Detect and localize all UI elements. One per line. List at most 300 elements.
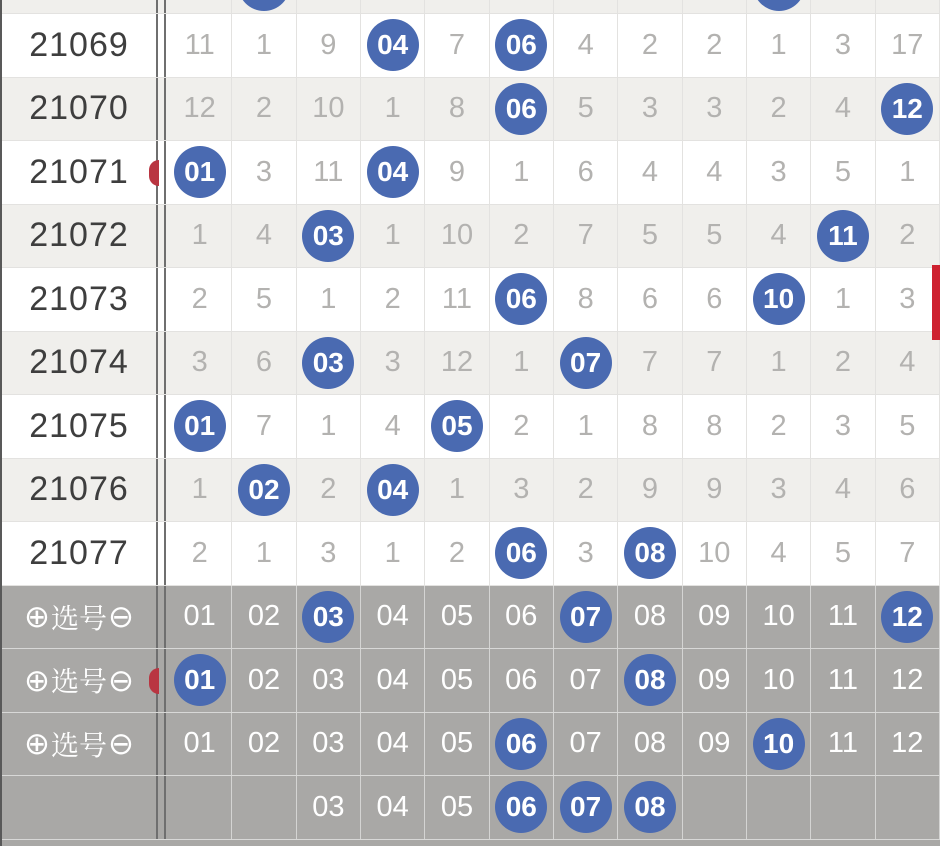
number-cell [361, 268, 425, 331]
number-cell [232, 141, 296, 204]
number-cell [490, 141, 554, 204]
column-separator [156, 332, 168, 395]
number-option-cell[interactable] [168, 776, 232, 839]
number-cell [361, 141, 425, 204]
drawn-number-ball: 05 [431, 400, 483, 452]
number-option: 11 [827, 727, 858, 760]
number-cell [232, 268, 296, 331]
miss-count: 1 [834, 282, 852, 315]
number-option-selected: 07 [560, 591, 612, 643]
red-position-indicator [932, 265, 940, 340]
column-separator [156, 14, 168, 77]
number-cell [554, 141, 618, 204]
number-cell [683, 395, 747, 458]
number-option-cell[interactable] [876, 586, 940, 649]
number-option: 01 [183, 727, 216, 760]
number-cell [490, 332, 554, 395]
number-option: 02 [247, 600, 281, 633]
select-label [2, 649, 156, 712]
number-option: 05 [440, 600, 474, 633]
number-cell [683, 268, 747, 331]
number-option-cell[interactable] [361, 586, 425, 649]
number-cell [232, 395, 296, 458]
number-cell [490, 459, 554, 522]
number-option: 12 [891, 663, 924, 696]
number-option-cell[interactable] [425, 586, 489, 649]
number-option-cell[interactable] [232, 586, 296, 649]
number-option: 08 [633, 600, 667, 633]
drawn-number-ball: 04 [367, 146, 419, 198]
miss-count: 3 [770, 155, 787, 188]
bottom-sliver-row [2, 840, 940, 846]
miss-count: 4 [834, 92, 852, 125]
number-option-cell[interactable] [683, 713, 747, 776]
number-cell [168, 205, 232, 268]
number-cell [811, 332, 875, 395]
number-cell [361, 78, 425, 141]
miss-count: 11 [441, 282, 473, 315]
add-selection-icon[interactable]: ⊕ [24, 726, 50, 762]
number-cell [554, 522, 618, 585]
number-option: 04 [376, 727, 409, 760]
miss-count: 3 [706, 92, 723, 125]
miss-count: 4 [577, 28, 594, 61]
select-label-empty [2, 776, 156, 839]
miss-count: 1 [191, 473, 208, 506]
miss-count: 2 [513, 219, 530, 252]
number-cell [425, 205, 489, 268]
number-cell [297, 78, 361, 141]
number-cell [876, 141, 940, 204]
select-number-label: 选号 [50, 729, 107, 761]
number-cell [747, 522, 811, 585]
number-cell [168, 78, 232, 141]
miss-count: 10 [312, 92, 345, 125]
period-label: 21074 [29, 343, 129, 382]
column-separator [156, 268, 168, 331]
number-cell [876, 268, 940, 331]
drawn-number-ball: 10 [753, 273, 805, 325]
number-option-cell[interactable] [811, 776, 875, 839]
number-cell [297, 205, 361, 268]
number-cell [811, 14, 875, 77]
number-option-cell[interactable] [683, 776, 747, 839]
number-option: 07 [569, 663, 602, 696]
number-option-cell[interactable] [747, 586, 811, 649]
number-cell [297, 268, 361, 331]
number-cell [361, 459, 425, 522]
miss-count: 9 [706, 473, 723, 506]
miss-count: 5 [641, 219, 659, 252]
number-cell [811, 522, 875, 585]
number-option-cell[interactable] [297, 586, 361, 649]
miss-count: 7 [448, 28, 466, 61]
number-cell [297, 395, 361, 458]
number-option: 03 [312, 663, 345, 696]
number-cell [747, 459, 811, 522]
number-cell [876, 78, 940, 141]
miss-count: 3 [641, 92, 659, 125]
miss-count: 1 [384, 219, 401, 252]
number-option-cell[interactable] [683, 649, 747, 712]
number-option-cell[interactable] [425, 713, 489, 776]
number-option-cell[interactable] [490, 713, 554, 776]
number-option: 07 [569, 727, 602, 760]
number-option-cell[interactable] [361, 713, 425, 776]
number-cell [683, 205, 747, 268]
number-cell [683, 459, 747, 522]
number-option-selected: 03 [302, 591, 354, 643]
number-cell [361, 14, 425, 77]
column-separator [156, 586, 168, 649]
number-cell [425, 141, 489, 204]
number-cell [168, 141, 232, 204]
period-label: 21076 [29, 470, 129, 509]
number-option-cell[interactable] [618, 649, 682, 712]
miss-count: 6 [706, 282, 723, 315]
number-option-cell[interactable] [554, 776, 618, 839]
number-option-cell[interactable] [168, 649, 232, 712]
add-selection-icon[interactable]: ⊕ [24, 662, 50, 698]
number-cell [297, 14, 361, 77]
draw-row [2, 459, 940, 523]
miss-count: 5 [706, 219, 723, 252]
number-cell [554, 78, 618, 141]
number-cell [490, 0, 554, 13]
number-option-cell[interactable] [683, 586, 747, 649]
number-option: 03 [312, 727, 345, 760]
number-cell [168, 14, 232, 77]
number-cell [232, 522, 296, 585]
drawn-number-ball [753, 0, 805, 11]
miss-count: 11 [184, 28, 215, 61]
number-option: 04 [376, 663, 409, 696]
number-cell [554, 332, 618, 395]
number-option-selected: 12 [881, 591, 933, 643]
number-cell [554, 395, 618, 458]
number-cell [747, 268, 811, 331]
miss-count: 2 [770, 92, 787, 125]
number-option-cell[interactable] [425, 649, 489, 712]
column-separator [156, 0, 168, 13]
miss-count: 2 [641, 28, 659, 61]
drawn-number-ball: 01 [174, 146, 226, 198]
miss-count: 5 [834, 536, 852, 569]
number-option: 03 [312, 790, 345, 823]
drawn-number-ball: 07 [560, 337, 612, 389]
number-cell [876, 395, 940, 458]
column-separator [156, 459, 168, 522]
number-option-selected: 10 [753, 718, 805, 770]
number-option-cell[interactable] [811, 713, 875, 776]
number-option-cell[interactable] [811, 649, 875, 712]
miss-count: 2 [384, 282, 401, 315]
number-cell [361, 205, 425, 268]
number-cell [618, 522, 682, 585]
number-option: 01 [183, 600, 216, 633]
select-row [2, 713, 940, 777]
column-separator [156, 776, 168, 839]
miss-count: 3 [577, 536, 594, 569]
number-option-selected: 07 [560, 781, 612, 833]
remove-selection-icon[interactable]: ⊖ [108, 662, 134, 698]
miss-count: 6 [641, 282, 659, 315]
number-cell [683, 141, 747, 204]
number-cell [747, 14, 811, 77]
miss-count: 3 [513, 473, 530, 506]
number-option-cell[interactable] [361, 776, 425, 839]
number-option-cell[interactable] [876, 649, 940, 712]
period-label: 21073 [29, 279, 129, 318]
number-cell [168, 268, 232, 331]
period-label: 21077 [29, 533, 129, 572]
miss-count: 1 [320, 282, 337, 315]
miss-count: 2 [834, 346, 852, 379]
remove-selection-icon[interactable]: ⊖ [108, 599, 134, 635]
miss-count: 2 [255, 92, 273, 125]
number-cell [168, 332, 232, 395]
number-cell [297, 459, 361, 522]
number-option-cell[interactable] [297, 713, 361, 776]
number-option-selected: 01 [174, 654, 226, 706]
drawn-number-ball [238, 0, 290, 11]
number-cell [618, 14, 682, 77]
number-cell [232, 459, 296, 522]
number-cell [232, 205, 296, 268]
number-option-cell[interactable] [490, 586, 554, 649]
period-label: 21072 [29, 216, 129, 255]
miss-count: 3 [899, 282, 916, 315]
number-cell [232, 14, 296, 77]
number-option-cell[interactable] [490, 649, 554, 712]
number-cell [876, 0, 940, 13]
number-cell [618, 0, 682, 13]
number-option-cell[interactable] [747, 713, 811, 776]
miss-count: 1 [191, 219, 208, 252]
number-cell [876, 14, 940, 77]
number-option-cell[interactable] [618, 713, 682, 776]
miss-count: 7 [577, 219, 594, 252]
period-label: 21071 [29, 152, 129, 191]
number-cell [683, 78, 747, 141]
miss-count: 1 [513, 155, 530, 188]
number-option-cell[interactable] [811, 586, 875, 649]
miss-count: 1 [770, 28, 787, 61]
number-cell [490, 78, 554, 141]
miss-count: 1 [448, 473, 466, 506]
number-option: 10 [762, 600, 795, 633]
number-option-selected: 08 [624, 654, 676, 706]
number-cell [490, 14, 554, 77]
number-cell [618, 141, 682, 204]
number-option-cell[interactable] [232, 776, 296, 839]
miss-count: 7 [706, 346, 723, 379]
number-option: 06 [505, 600, 538, 633]
number-option-cell[interactable] [490, 776, 554, 839]
number-cell [747, 332, 811, 395]
drawn-number-ball: 04 [367, 19, 419, 71]
number-cell [811, 205, 875, 268]
miss-count: 3 [320, 536, 337, 569]
miss-count: 8 [706, 409, 723, 442]
number-cell [490, 268, 554, 331]
number-cell [168, 395, 232, 458]
number-option: 11 [827, 600, 858, 633]
number-option-cell[interactable] [297, 776, 361, 839]
number-option: 02 [247, 727, 281, 760]
number-cell [811, 78, 875, 141]
miss-count: 8 [448, 92, 466, 125]
select-row [2, 649, 940, 713]
miss-count: 2 [448, 536, 466, 569]
number-option-cell[interactable] [232, 649, 296, 712]
number-option: 10 [762, 663, 795, 696]
miss-count: 5 [834, 155, 852, 188]
miss-count: 9 [448, 155, 466, 188]
miss-count: 1 [384, 536, 401, 569]
drawn-number-ball: 02 [238, 464, 290, 516]
number-option: 05 [440, 727, 474, 760]
number-cell [490, 205, 554, 268]
miss-count: 1 [899, 155, 916, 188]
miss-count: 6 [899, 473, 916, 506]
number-option-cell[interactable] [618, 586, 682, 649]
miss-count: 4 [384, 409, 401, 442]
draw-row [2, 332, 940, 396]
number-option-cell[interactable] [618, 776, 682, 839]
number-cell [425, 522, 489, 585]
number-option: 09 [698, 663, 731, 696]
miss-count: 5 [577, 92, 594, 125]
number-option-cell[interactable] [168, 713, 232, 776]
number-option-cell[interactable] [747, 649, 811, 712]
number-option: 06 [505, 663, 538, 696]
number-cell [747, 78, 811, 141]
number-cell [618, 459, 682, 522]
number-cell [811, 268, 875, 331]
number-cell [425, 268, 489, 331]
number-option-cell[interactable] [747, 776, 811, 839]
number-option-cell[interactable] [554, 713, 618, 776]
miss-count: 6 [577, 155, 594, 188]
miss-count: 2 [320, 473, 337, 506]
period-label: 21070 [29, 89, 129, 128]
miss-count: 10 [440, 219, 474, 252]
miss-count: 6 [255, 346, 273, 379]
number-cell [683, 0, 747, 13]
column-separator [156, 522, 168, 585]
number-cell [876, 332, 940, 395]
number-cell [554, 459, 618, 522]
number-cell [361, 395, 425, 458]
select-number-label: 选号 [50, 602, 107, 634]
number-cell [425, 332, 489, 395]
number-option: 12 [891, 727, 924, 760]
drawn-number-ball: 08 [624, 527, 676, 579]
draw-row [2, 78, 940, 142]
number-cell [297, 141, 361, 204]
miss-count: 3 [834, 409, 852, 442]
number-option-cell[interactable] [554, 586, 618, 649]
miss-count: 2 [191, 282, 208, 315]
number-option-selected: 08 [624, 781, 676, 833]
drawn-number-ball: 11 [817, 210, 869, 262]
number-option-cell[interactable] [554, 649, 618, 712]
draw-row [2, 395, 940, 459]
number-cell [168, 522, 232, 585]
number-option-selected: 06 [495, 781, 547, 833]
select-label [2, 713, 156, 776]
drawn-number-ball: 01 [174, 400, 226, 452]
drawn-number-ball: 03 [302, 210, 354, 262]
number-cell [361, 522, 425, 585]
miss-count: 3 [191, 346, 208, 379]
miss-count: 12 [183, 92, 216, 125]
number-cell [811, 141, 875, 204]
miss-count: 10 [698, 536, 731, 569]
draw-row [2, 268, 940, 332]
draw-row [2, 141, 940, 205]
miss-count: 1 [513, 346, 530, 379]
number-option-cell[interactable] [168, 586, 232, 649]
number-cell [747, 395, 811, 458]
number-option-cell[interactable] [361, 649, 425, 712]
number-cell [683, 522, 747, 585]
column-separator [156, 78, 168, 141]
miss-count: 17 [891, 28, 924, 61]
number-cell [232, 78, 296, 141]
number-cell [361, 0, 425, 13]
number-option: 04 [376, 600, 409, 633]
number-cell [425, 395, 489, 458]
number-cell [618, 332, 682, 395]
miss-count: 1 [770, 346, 787, 379]
number-option-cell[interactable] [297, 649, 361, 712]
number-option-cell[interactable] [876, 776, 940, 839]
miss-count: 1 [384, 92, 401, 125]
number-cell [618, 268, 682, 331]
number-cell [554, 205, 618, 268]
miss-count: 7 [899, 536, 916, 569]
number-cell [811, 459, 875, 522]
number-option-cell[interactable] [876, 713, 940, 776]
numbers-row [2, 776, 940, 840]
drawn-number-ball: 04 [367, 464, 419, 516]
number-option: 05 [440, 790, 474, 823]
trend-rows [2, 0, 940, 846]
remove-selection-icon[interactable]: ⊖ [108, 726, 134, 762]
miss-count: 1 [577, 409, 594, 442]
number-option-cell[interactable] [425, 776, 489, 839]
miss-count: 2 [899, 219, 916, 252]
column-separator [156, 205, 168, 268]
add-selection-icon[interactable]: ⊕ [24, 599, 50, 635]
number-cell [232, 0, 296, 13]
number-option-cell[interactable] [232, 713, 296, 776]
number-cell [425, 78, 489, 141]
number-cell [618, 78, 682, 141]
miss-count: 2 [513, 409, 530, 442]
number-cell [425, 459, 489, 522]
number-cell [297, 332, 361, 395]
number-cell [554, 14, 618, 77]
number-cell [297, 522, 361, 585]
column-separator [156, 395, 168, 458]
number-cell [876, 522, 940, 585]
number-cell [618, 205, 682, 268]
number-cell [747, 205, 811, 268]
miss-count: 8 [577, 282, 594, 315]
